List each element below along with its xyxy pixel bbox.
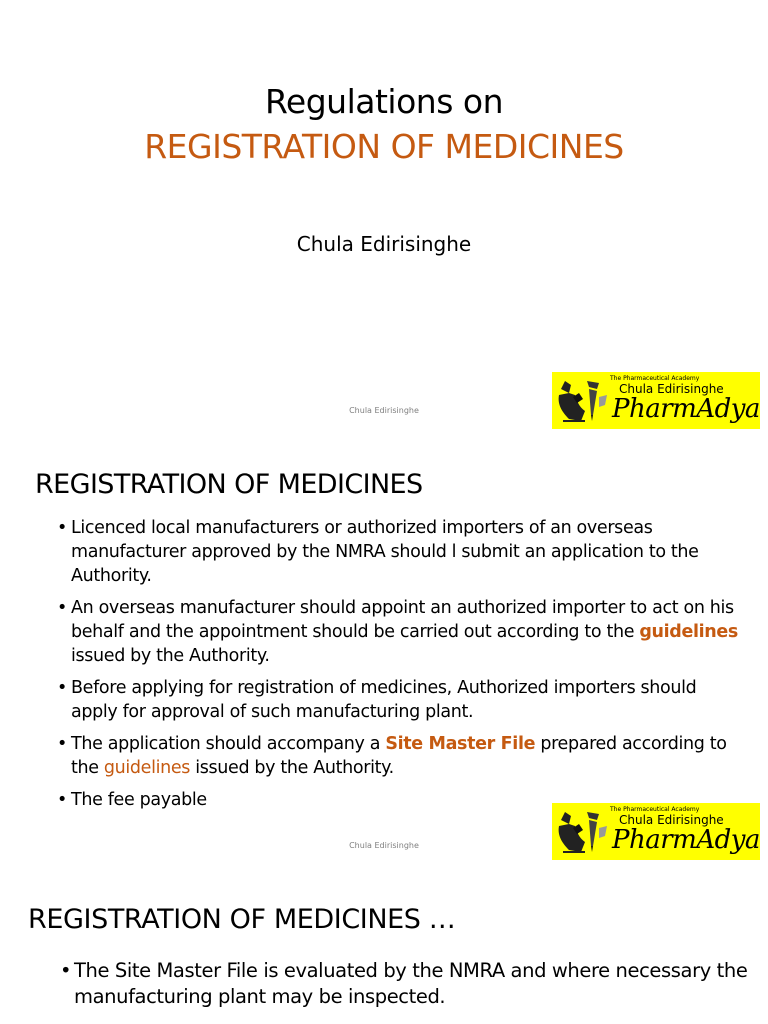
bullet-text: Licenced local manufacturers or authorized importers of an overseas manufacturer approved by the NMRA should l submit an application to the Authority. bbox=[71, 518, 699, 586]
slide-footer: Chula Edirisinghe bbox=[349, 406, 419, 415]
bullet-list bbox=[60, 958, 760, 1018]
slide-heading: REGISTRATION OF MEDICINES bbox=[35, 469, 423, 500]
logo-tagline: The Pharmaceutical Academy bbox=[610, 375, 700, 382]
content-slide bbox=[0, 870, 768, 1024]
slide-heading: REGISTRATION OF MEDICINES … bbox=[28, 904, 456, 935]
pharmadya-logo bbox=[552, 372, 760, 429]
bullet-text: Before applying for registration of medicines, Authorized importers should apply for approval of such manufacturing plant. bbox=[71, 678, 697, 722]
slide-footer: Chula Edirisinghe bbox=[349, 841, 419, 850]
bullet-item bbox=[57, 676, 747, 724]
guidelines-highlight: guidelines bbox=[103, 758, 191, 778]
logo-tagline: The Pharmaceutical Academy bbox=[610, 806, 700, 813]
bullet-text: issued by the Authority. bbox=[190, 758, 394, 778]
bullet-item bbox=[57, 732, 747, 780]
guidelines-highlight: guidelines bbox=[639, 622, 738, 642]
bullet-text: The application should accompany a bbox=[71, 734, 386, 754]
logo-author-name: Chula Edirisinghe bbox=[619, 382, 724, 396]
title-slide bbox=[0, 0, 768, 438]
hand-pen-logo-icon bbox=[555, 375, 611, 425]
logo-author-name: Chula Edirisinghe bbox=[619, 813, 724, 827]
bullet-text: The fee payable bbox=[71, 790, 207, 810]
bullet-text: An overseas manufacturer should appoint an authorized importer to act on his behalf and the appointment should be carried out according to the bbox=[71, 598, 734, 642]
logo-brand: PharmAdya bbox=[612, 825, 760, 855]
slide-subtitle: REGISTRATION OF MEDICINES bbox=[144, 127, 624, 166]
bullet-item bbox=[57, 596, 747, 668]
pharmadya-logo bbox=[552, 803, 760, 860]
logo-brand: PharmAdya bbox=[612, 394, 760, 424]
bullet-item bbox=[60, 958, 760, 1010]
site-master-file-highlight: Site Master File bbox=[385, 734, 536, 754]
hand-pen-logo-icon bbox=[555, 806, 611, 856]
bullet-text: prepared according to the bbox=[71, 734, 727, 778]
bullet-list bbox=[57, 516, 747, 820]
bullet-text: issued by the Authority. bbox=[71, 646, 270, 666]
author-name: Chula Edirisinghe bbox=[296, 232, 472, 256]
slide-title: Regulations on bbox=[264, 82, 503, 121]
content-slide bbox=[0, 438, 768, 870]
bullet-text: The Site Master File is evaluated by the NMRA and where necessary the manufacturing plant may be inspected. bbox=[74, 959, 748, 1008]
bullet-item bbox=[57, 516, 747, 588]
